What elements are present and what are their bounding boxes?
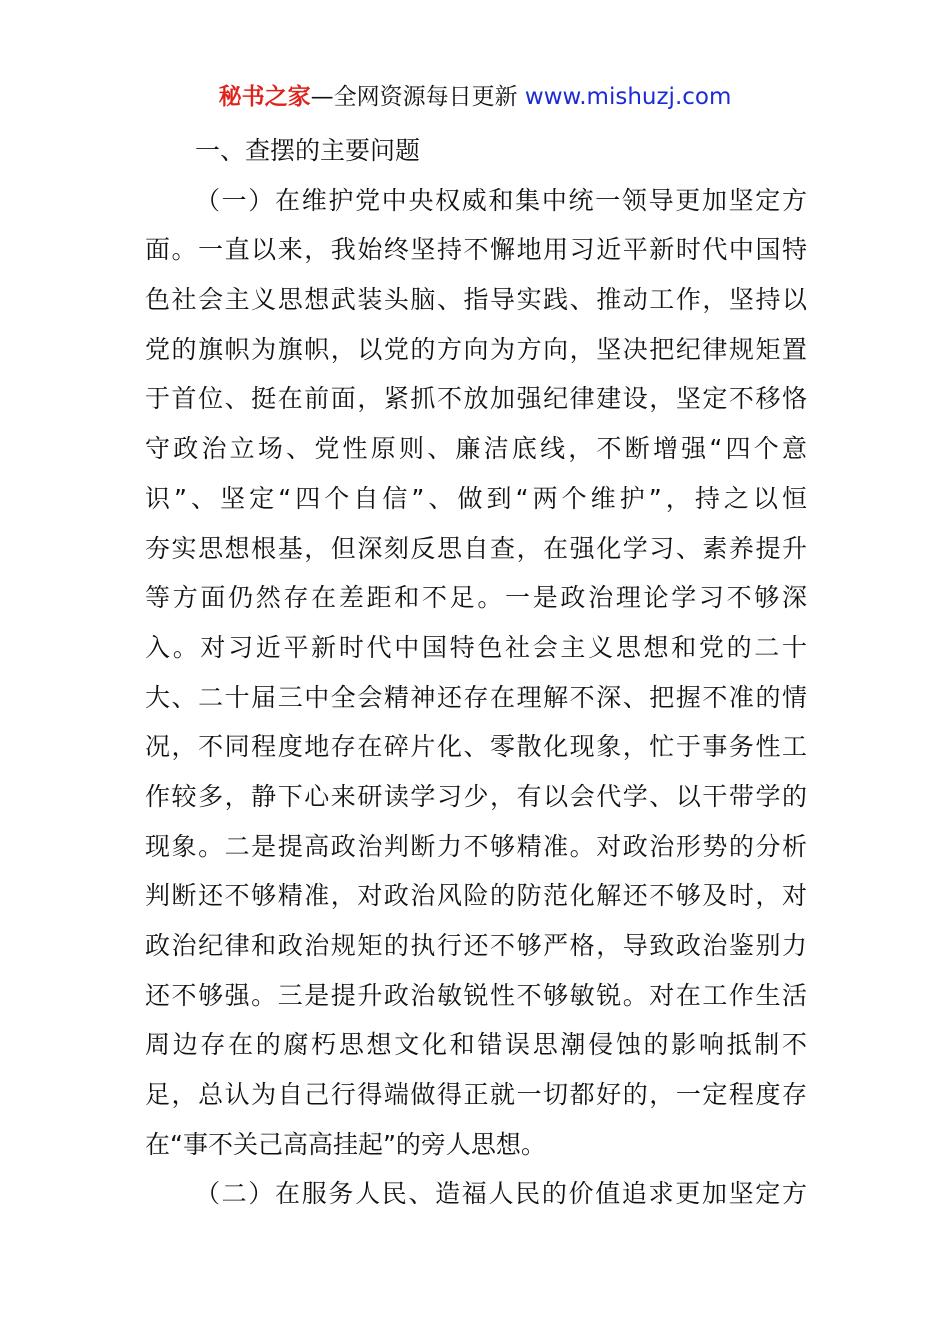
paragraph-line: （一）在维护党中央权威和集中统一领导更加坚定方 xyxy=(195,185,807,215)
paragraph-line: 政治纪律和政治规矩的执行还不够严格，导致政治鉴别力 xyxy=(145,931,807,960)
paragraph-line: 作较多，静下心来研读学习少，有以会代学、以干带学的 xyxy=(145,781,807,811)
paragraph-line: 判断还不够精准，对政治风险的防范化解还不够及时，对 xyxy=(145,881,807,911)
paragraph-line: 况，不同程度地存在碎片化、零散化现象，忙于事务性工 xyxy=(145,732,807,762)
paragraph-line: 党的旗帜为旗帜，以党的方向为方向，坚决把纪律规矩置 xyxy=(145,334,807,364)
paragraph-line: 夯实思想根基，但深刻反思自查，在强化学习、素养提升 xyxy=(145,533,807,563)
site-header xyxy=(0,80,950,114)
paragraph-line: 于首位、挺在前面，紧抓不放加强纪律建设，坚定不移恪 xyxy=(145,384,807,414)
paragraph-line: 识”、坚定“四个自信”、做到“两个维护”，持之以恒 xyxy=(145,483,807,513)
brand-name: 秘书之家 xyxy=(218,84,311,110)
paragraph-line: 周边存在的腐朽思想文化和错误思潮侵蚀的影响抵制不 xyxy=(145,1030,807,1060)
header-tagline: —全网资源每日更新 xyxy=(310,84,518,110)
paragraph-line: 还不够强。三是提升政治敏锐性不够敏锐。对在工作生活 xyxy=(145,980,807,1010)
paragraph-line: 面。一直以来，我始终坚持不懈地用习近平新时代中国特 xyxy=(145,235,807,265)
paragraph-line: 入。对习近平新时代中国特色社会主义思想和党的二十 xyxy=(145,632,807,662)
section-heading: 一、查摆的主要问题 xyxy=(195,136,421,165)
paragraph-line: 等方面仍然存在差距和不足。一是政治理论学习不够深 xyxy=(145,583,807,613)
paragraph-line: 在“事不关己高高挂起”的旁人思想。 xyxy=(145,1129,546,1159)
paragraph-line: （二）在服务人民、造福人民的价值追求更加坚定方 xyxy=(195,1179,807,1209)
document-body xyxy=(145,126,807,1219)
site-url-link[interactable]: www.mishuzj.com xyxy=(524,84,732,110)
paragraph-line: 现象。二是提高政治判断力不够精准。对政治形势的分析 xyxy=(145,831,807,861)
paragraph-line: 守政治立场、党性原则、廉洁底线，不断增强“四个意 xyxy=(145,434,807,464)
paragraph-line: 色社会主义思想武装头脑、指导实践、推动工作，坚持以 xyxy=(145,285,807,315)
paragraph-line: 足，总认为自己行得端做得正就一切都好的，一定程度存 xyxy=(145,1080,807,1110)
paragraph-line: 大、二十届三中全会精神还存在理解不深、把握不准的情 xyxy=(145,682,807,712)
